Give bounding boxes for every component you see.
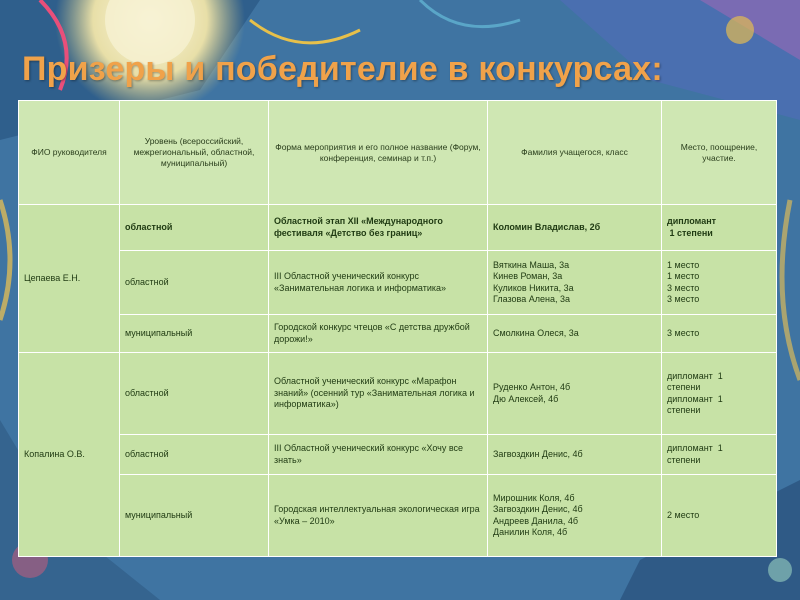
event-cell: Городская интеллектуальная экологическая игра «Умка – 2010» xyxy=(269,475,488,557)
student-name: Мирошник Коля, 4б xyxy=(493,492,575,503)
table-row xyxy=(19,315,777,353)
place-line: степени xyxy=(667,405,701,415)
student-name: Андреев Данила, 4б xyxy=(493,515,579,526)
student-name: Загвоздкин Денис, 4б xyxy=(493,504,583,514)
table-row xyxy=(19,475,777,557)
event-cell: Областной ученический конкурс «Марафон знаний» (осенний тур «Занимательная логика и информатика») xyxy=(269,353,488,435)
table-row xyxy=(19,353,777,435)
leader-name: Копалина О.В. xyxy=(19,353,120,557)
table-row xyxy=(19,251,777,315)
table-row xyxy=(19,205,777,251)
event-cell: Городской конкурс чтецов «С детства дружбой дорожи!» xyxy=(269,315,488,353)
place-line: 3 место xyxy=(667,327,700,338)
student-name: Куликов Никита, 3а xyxy=(493,282,574,293)
place-line: дипломант 1 xyxy=(667,393,723,404)
student-cell xyxy=(488,205,662,251)
student-cell xyxy=(488,251,662,315)
place-line: степени xyxy=(667,382,701,392)
place-line: 3 место xyxy=(667,282,700,293)
student-cell xyxy=(488,435,662,475)
place-cell xyxy=(662,315,777,353)
event-cell: III Областной ученический конкурс «Хочу все знать» xyxy=(269,435,488,475)
student-name: Руденко Антон, 4б xyxy=(493,382,571,392)
level-cell: областной xyxy=(120,353,269,435)
student-name: Данилин Коля, 4б xyxy=(493,527,568,537)
header-place: Место, поощрение, участие. xyxy=(662,101,777,205)
page-title: Призеры и победителие в конкурсах: xyxy=(22,50,663,88)
student-cell xyxy=(488,315,662,353)
place-cell xyxy=(662,353,777,435)
table-row xyxy=(19,435,777,475)
place-cell xyxy=(662,205,777,251)
place-line: 1 место xyxy=(667,259,700,270)
student-cell xyxy=(488,475,662,557)
student-name: Глазова Алена, 3а xyxy=(493,294,570,304)
place-cell xyxy=(662,435,777,475)
place-cell xyxy=(662,251,777,315)
header-fio: ФИО руководителя xyxy=(19,101,120,205)
place-line: дипломант 1 xyxy=(667,443,723,453)
prize-table xyxy=(18,100,777,557)
student-cell xyxy=(488,353,662,435)
student-name: Смолкина Олеся, 3а xyxy=(493,327,579,338)
level-cell: областной xyxy=(120,251,269,315)
header-student: Фамилия учащегося, класс xyxy=(488,101,662,205)
student-name: Коломин Владислав, 2б xyxy=(493,221,601,232)
level-cell: муниципальный xyxy=(120,475,269,557)
level-cell: муниципальный xyxy=(120,315,269,353)
student-name: Вяткина Маша, 3а xyxy=(493,259,570,270)
place-line: дипломант 1 xyxy=(667,370,723,381)
leader-name: Цепаева Е.Н. xyxy=(19,205,120,353)
place-line: дипломант xyxy=(667,216,717,226)
table-header-row xyxy=(19,101,777,205)
event-cell: III Областной ученический конкурс «Занимательная логика и информатика» xyxy=(269,251,488,315)
event-cell: Областной этап XII «Международного фестиваля «Детство без границ» xyxy=(269,205,488,251)
header-level: Уровень (всероссийский, межрегиональный, областной, муниципальный) xyxy=(120,101,269,205)
student-name: Загвоздкин Денис, 4б xyxy=(493,448,583,459)
level-cell: областной xyxy=(120,435,269,475)
student-name: Дю Алексей, 4б xyxy=(493,393,559,404)
place-line: 1 место xyxy=(667,271,700,281)
place-line: 1 степени xyxy=(667,227,713,238)
place-cell xyxy=(662,475,777,557)
place-line: степени xyxy=(667,454,701,465)
place-line: 3 место xyxy=(667,294,700,304)
level-cell: областной xyxy=(120,205,269,251)
place-line: 2 место xyxy=(667,509,700,520)
header-event: Форма мероприятия и его полное название (Форум, конференция, семинар и т.п.) xyxy=(269,101,488,205)
student-name: Кинев Роман, 3а xyxy=(493,271,563,281)
